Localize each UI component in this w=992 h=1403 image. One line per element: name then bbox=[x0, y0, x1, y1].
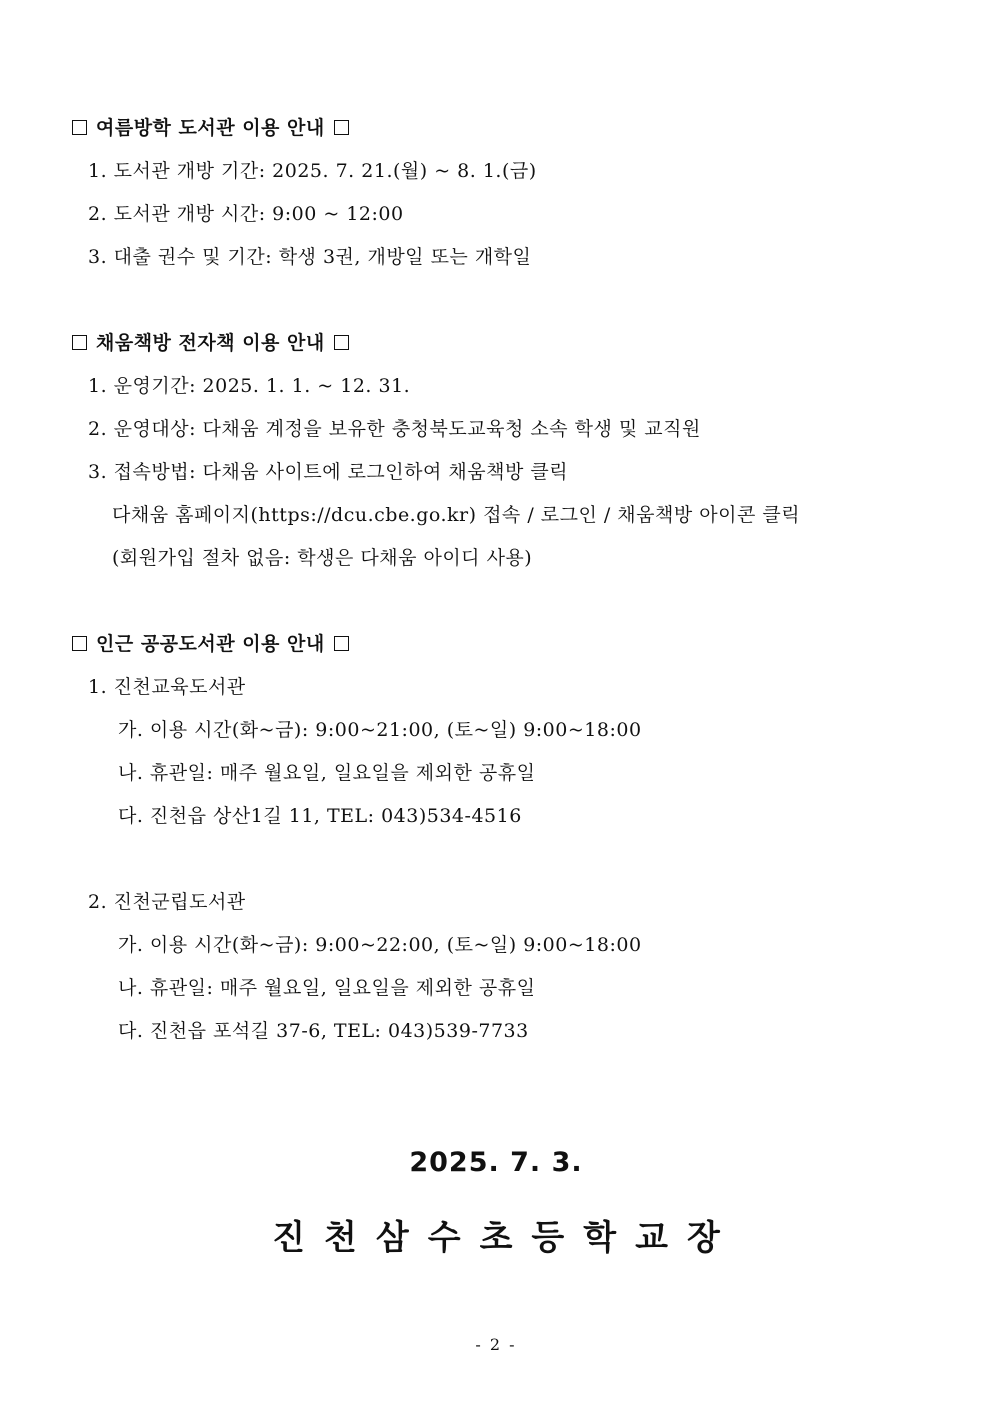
detail-line: 다채움 홈페이지(https://dcu.cbe.go.kr) 접속 / 로그인 / 채움책방 아이콘 클릭 bbox=[112, 504, 801, 526]
section-title: 채움책방 전자책 이용 안내 bbox=[96, 332, 325, 354]
library-detail: 가. 이용 시간(화~금): 9:00~22:00, (토~일) 9:00~18:00 bbox=[118, 934, 642, 956]
section-heading-public-library bbox=[72, 632, 349, 656]
list-item: 2. 도서관 개방 시간: 9:00 ~ 12:00 bbox=[88, 203, 404, 225]
list-item: 1. 도서관 개방 기간: 2025. 7. 21.(월) ~ 8. 1.(금) bbox=[88, 160, 537, 182]
checkbox-square-icon bbox=[334, 335, 349, 350]
section-heading-ebook bbox=[72, 331, 349, 355]
library-detail: 다. 진천읍 상산1길 11, TEL: 043)534-4516 bbox=[118, 805, 522, 827]
section-title: 여름방학 도서관 이용 안내 bbox=[96, 117, 325, 139]
library-detail: 나. 휴관일: 매주 월요일, 일요일을 제외한 공휴일 bbox=[118, 762, 536, 784]
section-title: 인근 공공도서관 이용 안내 bbox=[96, 633, 325, 655]
detail-line: (회원가입 절차 없음: 학생은 다채움 아이디 사용) bbox=[112, 547, 533, 569]
library-name: 2. 진천군립도서관 bbox=[88, 891, 246, 913]
list-item: 3. 접속방법: 다채움 사이트에 로그인하여 채움책방 클릭 bbox=[88, 461, 569, 483]
library-detail: 다. 진천읍 포석길 37-6, TEL: 043)539-7733 bbox=[118, 1020, 529, 1042]
checkbox-square-icon bbox=[334, 120, 349, 135]
checkbox-square-icon bbox=[72, 335, 87, 350]
checkbox-square-icon bbox=[72, 120, 87, 135]
page-number: - 2 - bbox=[475, 1335, 517, 1354]
list-item: 1. 운영기간: 2025. 1. 1. ~ 12. 31. bbox=[88, 375, 411, 397]
checkbox-square-icon bbox=[334, 636, 349, 651]
section-heading-summer-library bbox=[72, 116, 349, 140]
library-name: 1. 진천교육도서관 bbox=[88, 676, 246, 698]
list-item: 2. 운영대상: 다채움 계정을 보유한 충청북도교육청 소속 학생 및 교직원 bbox=[88, 418, 701, 440]
document-date: 2025. 7. 3. bbox=[409, 1147, 583, 1178]
library-detail: 가. 이용 시간(화~금): 9:00~21:00, (토~일) 9:00~18:00 bbox=[118, 719, 642, 741]
checkbox-square-icon bbox=[72, 636, 87, 651]
list-item: 3. 대출 권수 및 기간: 학생 3권, 개방일 또는 개학일 bbox=[88, 246, 532, 268]
issuer-name: 진천삼수초등학교장 bbox=[272, 1218, 739, 1258]
library-detail: 나. 휴관일: 매주 월요일, 일요일을 제외한 공휴일 bbox=[118, 977, 536, 999]
